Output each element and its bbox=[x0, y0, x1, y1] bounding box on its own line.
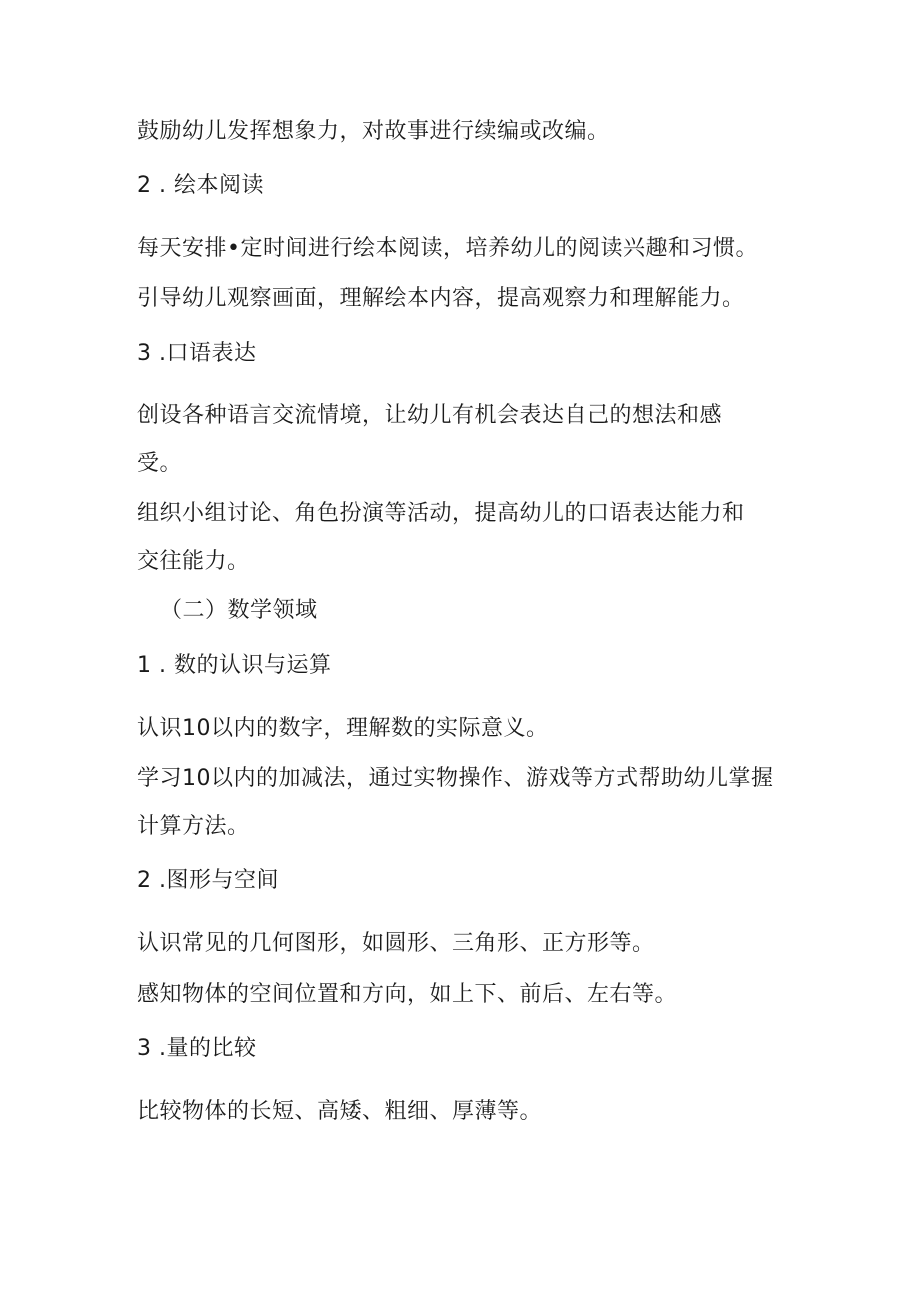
section-heading: 3 .量的比较 bbox=[137, 1036, 257, 1061]
paragraph-line: 每天安排•定时间进行绘本阅读，培养幼儿的阅读兴趣和习惯。 bbox=[137, 236, 758, 261]
paragraph-line: 受。 bbox=[137, 451, 183, 476]
paragraph-line: 创设各种语言交流情境，让幼儿有机会表达自己的想法和感 bbox=[137, 403, 723, 428]
paragraph-line: 计算方法。 bbox=[137, 814, 250, 839]
paragraph-line: 鼓励幼儿发挥想象力，对故事进行续编或改编。 bbox=[137, 119, 610, 144]
paragraph-line: 引导幼儿观察画面，理解绘本内容，提高观察力和理解能力。 bbox=[137, 286, 745, 311]
paragraph-line: 比较物体的长短、高矮、粗细、厚薄等。 bbox=[137, 1099, 543, 1124]
paragraph-line: 学习10以内的加减法，通过实物操作、游戏等方式帮助幼儿掌握 bbox=[137, 766, 774, 791]
section-heading: 2 . 绘本阅读 bbox=[137, 173, 264, 198]
paragraph-line: 认识常见的几何图形，如圆形、三角形、正方形等。 bbox=[137, 931, 655, 956]
section-heading: 3 .口语表达 bbox=[137, 341, 257, 366]
section-heading: 2 .图形与空间 bbox=[137, 868, 279, 893]
paragraph-line: 感知物体的空间位置和方向，如上下、前后、左右等。 bbox=[137, 982, 678, 1007]
paragraph-line: 认识10以内的数字，理解数的实际意义。 bbox=[137, 716, 549, 741]
section-heading: 1 . 数的认识与运算 bbox=[137, 653, 332, 678]
paragraph-line: 组织小组讨论、角色扮演等活动，提高幼儿的口语表达能力和 bbox=[137, 501, 745, 526]
paragraph-line: 交往能力。 bbox=[137, 549, 250, 574]
chapter-heading: （二）数学领域 bbox=[160, 598, 318, 623]
